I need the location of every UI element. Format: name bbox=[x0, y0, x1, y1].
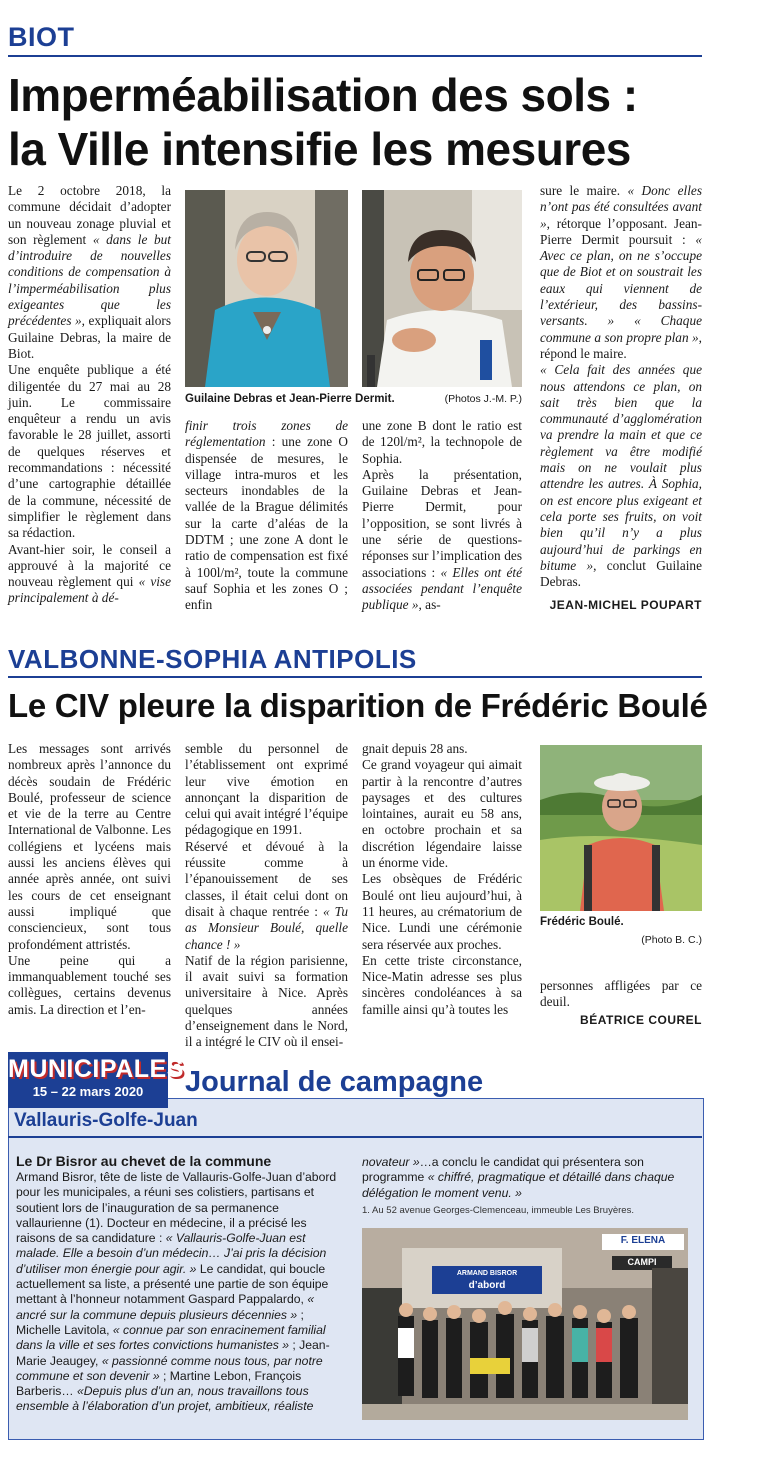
municipales-logo bbox=[8, 1052, 184, 1108]
paragraph: Ce grand voyageur qui aimait partir à la rencontre d’autres paysages et des cultures lointaines, aurait eu 58 ans, en octobre prochain et sa discrétion légendaire laisse un énorme vide. bbox=[362, 757, 522, 871]
text-segment: , conclut Guilaine Debras. bbox=[540, 557, 702, 590]
kicker-rule bbox=[8, 676, 702, 678]
text-segment: , expliquait alors Guilaine Debras, la maire de Biot. bbox=[8, 313, 171, 361]
paragraph: Natif de la région parisienne, il avait suivi sa formation universitaire à Nice. Après quelques années d’enseignement dans le Nord, il a intégré le CIV où il ensei- bbox=[185, 952, 348, 1050]
quote: « ancré sur la commune depuis plusieurs décennies » bbox=[16, 1292, 315, 1322]
article1-column-2 bbox=[185, 418, 348, 614]
photo-sign-slogan: d’abord bbox=[468, 1280, 506, 1291]
text-segment: Après la présentation, Guilaine Debras et Jean-Pierre Dermit, pour l’opposition, se sont livrés à une série de questions-réponses sur l’implication des associations : bbox=[362, 466, 522, 580]
quote: « Cela fait des années que nous attendons ce plan, on sait très bien que la communauté d’agglomération va prendre la main et que ce règlement va être modifié mais on ne voulait plus attendre les autres. À Sophia, on est encore plus exigeant et cela porte ses fruits, on voit bien qu’il n’y a plus aujourd’hui de parkings en bitume » bbox=[540, 362, 702, 573]
photo-caption-boule: Frédéric Boulé. bbox=[540, 916, 624, 928]
text-segment: ; Michelle Lavitola, bbox=[16, 1307, 304, 1337]
quote: « connue par son enracinement familial dans la ville et ses fortes convictions humanistes » bbox=[16, 1322, 326, 1353]
paragraph: semble du personnel de l’établissement ont exprimé leur vive émotion en annonçant la disparition de celui qui avait intégré l’équipe pédagogique en 1991. bbox=[185, 741, 348, 838]
quote: « Donc elles n’ont pas été consultées avant » bbox=[540, 183, 702, 231]
headline-line-1: Imperméabilisation des sols : bbox=[8, 69, 638, 121]
quote: « Vallauris-Golfe-Juan est malade. Elle a besoin d’un médecin… J’ai pris la décision d’utiliser mon énergie pour agir. » bbox=[16, 1231, 327, 1276]
campaign-column-1 bbox=[16, 1170, 343, 1415]
text-segment: : une zone O dispensée de mesures, le village intra-muros et les secteurs inondables de la vallée de la Brague délimités sur la carte d’aléas de la DDTM ; une zone A dont le ratio de compensation est fixé à 100l/m², toute la commune sauf Sophia et les zones O ; enfin bbox=[185, 434, 348, 613]
quote: « Avec ce plan, on ne s’occupe que de Biot et on soustrait les eaux qui viennent de l’extérieur, des bassins-versants. » bbox=[540, 231, 703, 329]
quote: « dans le but d’introduire de nouvelles conditions de compensation à l’imperméabilisation plus exigeantes que les précédentes » bbox=[8, 231, 171, 329]
article2-column-4 bbox=[540, 978, 702, 1011]
paragraph: En cette triste circonstance, Nice-Matin adresse ses plus sincères condoléances à sa famille ainsi qu’à toutes les bbox=[362, 952, 522, 1017]
paragraph: Une peine qui a immanquablement touché ses collègues, certains devenus amis. La direction et l’en- bbox=[8, 952, 171, 1017]
byline-biot: JEAN-MICHEL POUPART bbox=[549, 598, 702, 612]
section-kicker-valbonne: VALBONNE-SOPHIA ANTIPOLIS bbox=[8, 644, 417, 674]
text-segment: Avant-hier soir, le conseil a approuvé à la majorité ce nouveau règlement qui bbox=[8, 541, 171, 590]
kicker-rule bbox=[8, 55, 702, 57]
article1-column-3 bbox=[362, 418, 522, 614]
text-segment: Le candidat, qui boucle actuellement sa liste, a présenté une partie de son équipe mettant à l’honneur notamment Gaspard Pappalardo, bbox=[16, 1261, 329, 1307]
quote: « Elles ont été associées pendant l’enquête publique » bbox=[362, 564, 522, 613]
article2-column-3 bbox=[362, 741, 522, 1018]
caption-text: Guilaine Debras et Jean-Pierre Dermit. bbox=[185, 393, 395, 405]
quote: « chiffré, pragmatique et détaillé dans chaque délégation le moment venu. » bbox=[362, 1170, 675, 1200]
quote: finir trois zones de réglementation bbox=[185, 418, 348, 450]
article2-column-1 bbox=[8, 741, 171, 1018]
photo-sign-name: ARMAND BISROR bbox=[456, 1270, 518, 1277]
article1-column-1 bbox=[8, 183, 171, 607]
quote: « Chaque commune a son propre plan » bbox=[540, 313, 702, 345]
photo-shop-sign: F. ELENA bbox=[620, 1235, 666, 1246]
photo-campaign-team bbox=[362, 1228, 688, 1420]
photo-shop-sign-2: CAMPI bbox=[627, 1257, 657, 1267]
article1-column-4 bbox=[540, 183, 702, 590]
logo-dates: 15 – 22 mars 2020 bbox=[32, 1084, 144, 1099]
photo-credit: (Photos J.-M. P.) bbox=[444, 393, 522, 405]
paragraph: personnes affligées par ce deuil. bbox=[540, 978, 702, 1010]
text-segment: , rétorque l’opposant. Jean-Pierre Dermit poursuit : bbox=[540, 215, 702, 247]
photo-jean-pierre-dermit bbox=[362, 190, 522, 387]
photo-credit: (Photo B. C.) bbox=[641, 934, 702, 946]
logo-title: MUNICIPALES bbox=[8, 1055, 184, 1083]
text-segment: , as- bbox=[418, 597, 441, 613]
campaign-city: Vallauris-Golfe-Juan bbox=[14, 1110, 198, 1131]
byline-civ: BÉATRICE COUREL bbox=[580, 1013, 702, 1027]
quote: « vise principalement à dé- bbox=[8, 574, 171, 606]
headline-biot bbox=[8, 68, 638, 176]
text-segment: ; Jean-Marie Jeaugey, bbox=[16, 1338, 330, 1368]
quote: novateur » bbox=[362, 1155, 420, 1169]
campaign-footnote: 1. Au 52 avenue Georges-Clemenceau, immeuble Les Bruyères. bbox=[362, 1205, 634, 1216]
text-segment: sure le maire. bbox=[540, 183, 621, 198]
text-segment: Le 2 octobre 2018, la commune décidait d’adopter un nouveau zonage pluvial et son règlement bbox=[8, 183, 171, 247]
text-segment: , répond le maire. bbox=[540, 329, 702, 361]
text-segment: Réservé et dévoué à la réussite comme à l’épanouissement de ses classes, il était celui dont on disait à chaque rentrée : bbox=[185, 838, 348, 919]
quote: « Tu as Monsieur Boulé, quelle chance ! » bbox=[185, 903, 348, 952]
section-kicker-biot: BIOT bbox=[8, 22, 75, 52]
quote: «Depuis plus d’un an, nous travaillons tous ensemble à l’élaboration d’un projet, ambitieux, réaliste bbox=[16, 1384, 314, 1414]
paragraph: Les obsèques de Frédéric Boulé ont lieu aujourd’hui, à 11 heures, au crématorium de Nice. Lundi une cérémonie sera réservée aux proches. bbox=[362, 871, 522, 952]
text-segment: ; Martine Lebon, François Barberis… bbox=[16, 1368, 302, 1399]
paragraph: Les messages sont arrivés nombreux après l’annonce du décès soudain de Frédéric Boulé, professeur de science et vie de la terre au Centre International de Valbonne. Les collégiens et lycéens mais aussi les anciens élèves qui année après année, ont suivi les cours de cet enseignant aussi impliqué que consciencieux, sont tous profondément attristés. bbox=[8, 741, 171, 952]
photo-guilaine-debras bbox=[185, 190, 348, 387]
article2-column-2 bbox=[185, 741, 348, 1051]
paragraph: gnait depuis 28 ans. bbox=[362, 741, 468, 756]
headline-line-2: la Ville intensifie les mesures bbox=[8, 123, 631, 175]
campaign-title: Journal de campagne bbox=[185, 1066, 484, 1098]
campaign-column-2 bbox=[362, 1155, 692, 1201]
paragraph: une zone B dont le ratio est de 120l/m², la technopole de Sophia. bbox=[362, 418, 522, 466]
campaign-rule bbox=[8, 1136, 702, 1138]
headline-civ: Le CIV pleure la disparition de Frédéric Boulé bbox=[8, 687, 708, 724]
photo-caption-biot bbox=[185, 393, 522, 405]
photo-frederic-boule bbox=[540, 745, 702, 911]
quote: « passionné comme nous tous, par notre commune et son devenir » bbox=[16, 1353, 323, 1383]
text-segment: …a conclu le candidat qui présentera son programme bbox=[362, 1155, 644, 1185]
text-segment: Armand Bisror, tête de liste de Vallauris-Golfe-Juan d’abord pour les municipales, a réuni ses colistiers, partisans et soutient lors de l’inauguration de sa permanence vallaurienne (1). Docteur en médecine, il a précisé les raisons de sa candidature : bbox=[16, 1170, 337, 1246]
campaign-subhead: Le Dr Bisror au chevet de la commune bbox=[16, 1153, 272, 1169]
paragraph: Une enquête publique a été diligentée du 27 mai au 28 juin. Le commissaire enquêteur a rendu un avis favorable le 28 juillet, assorti de quelques réserves et recommandations : nécessité d’une cartographie détaillée de la commune, nécessité de simplifier le règlement dans sa rédaction. bbox=[8, 362, 171, 541]
